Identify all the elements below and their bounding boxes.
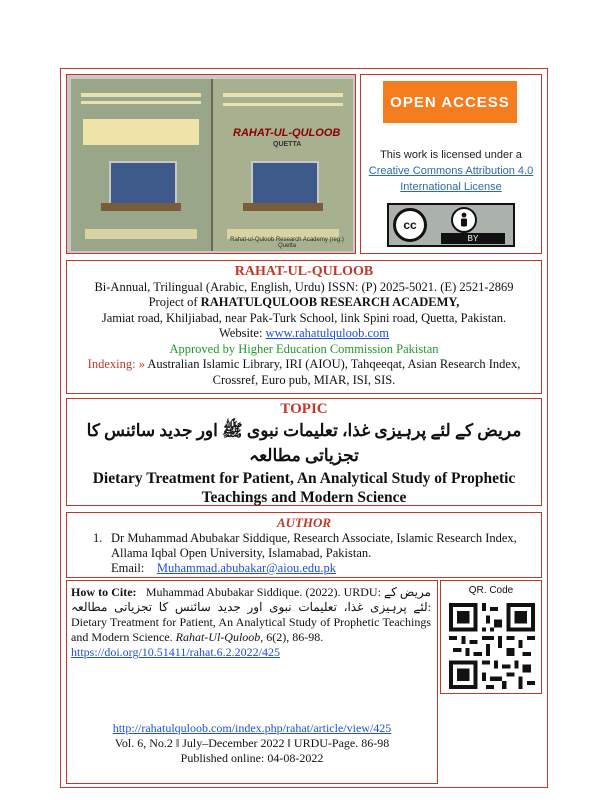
journal-website: Website: www.rahatulquloob.com (218, 326, 390, 340)
journal-indexing: Indexing: » Australian Islamic Library, IRI (AIOU), Tahqeeqat, Asian Research Index, Crossref, Euro pub, MIAR, ISI, SIS. (87, 357, 521, 387)
citation-body: Muhammad Abubakar Siddique. (2022). URDU: مریض کے لئے پرہیزی غذا، تعلیمات نبوی اور جدید سائنس کا تجزیاتی مطالعہ: Dietary Treatment for Patient, An Analytical Study of Prophetic Teachings and Modern Science. (71, 585, 431, 644)
article-url-link[interactable]: http://rahatulquloob.com/index.php/rahat/article/view/425 (112, 721, 392, 735)
journal-address: Jamiat road, Khiljiabad, near Pak-Turk School, link Spini road, Quetta, Pakistan. (101, 310, 507, 325)
citation-journal: Rahat-Ul-Quloob (175, 630, 261, 644)
topic-heading: TOPIC (280, 401, 328, 417)
topic-box (66, 398, 542, 506)
english-title: Dietary Treatment for Patient, An Analytical Study of Prophetic Teachings and Modern Science (92, 470, 516, 506)
citation-footer (67, 721, 437, 766)
website-link[interactable]: www.rahatulquloob.com (265, 326, 390, 340)
published-date: Published online: 04-08-2022 (180, 751, 324, 765)
author-email-link[interactable]: Muhammad.abubakar@aiou.edu.pk (156, 561, 336, 575)
cc-icon: cc (393, 208, 427, 242)
qr-code-box (440, 580, 542, 694)
journal-project: Project of RAHATULQULOOB RESEARCH ACADEMY, (148, 295, 460, 309)
hec-approval: Approved by Higher Education Commission Pakistan (169, 341, 439, 356)
qr-code-icon[interactable] (449, 603, 535, 689)
cover-publisher: Rahat-ul-Quloob Research Academy (reg.) Quetta (230, 237, 344, 249)
citation-box (66, 580, 438, 784)
open-access-label: OPEN ACCESS (390, 93, 510, 111)
journal-info-box (66, 260, 542, 394)
attribution-person-icon (451, 207, 477, 233)
license-text (367, 147, 535, 195)
by-label: BY (441, 233, 505, 244)
urdu-title: مریض کے لئے پرہیزی غذا، تعلیمات نبوی ﷺ اور جدید سائنس کا تجزیاتی مطالعہ (86, 421, 522, 465)
author-entry (67, 531, 541, 576)
how-to-cite-label: How to Cite: (71, 585, 137, 599)
cover-back (71, 79, 211, 251)
author-affiliation: Dr Muhammad Abubakar Siddique, Research Associate, Islamic Research Index, Allama Iqbal Open University, Islamabad, Pakistan. (111, 531, 517, 560)
cc-by-badge[interactable] (387, 203, 515, 247)
open-access-logo[interactable] (383, 81, 517, 123)
cover-city: QUETTA (273, 141, 302, 148)
cc-license-link[interactable]: Creative Commons Attribution 4.0 International License (368, 165, 534, 193)
journal-issn: Bi-Annual, Trilingual (Arabic, English, Urdu) ISSN: (P) 2025-5021. (E) 2521-2869 (94, 279, 514, 294)
author-box (66, 512, 542, 578)
journal-name: RAHAT-UL-QULOOB (234, 264, 374, 279)
urdu-title-banner (83, 119, 199, 145)
author-email-line: Email: Muhammad.abubakar@aiou.edu.pk (111, 561, 336, 575)
journal-cover-image (66, 74, 356, 254)
doi-link[interactable]: https://doi.org/10.51411/rahat.6.2.2022/425 (71, 645, 280, 659)
license-box (360, 74, 542, 254)
cover-title: RAHAT-UL-QULOOB (233, 127, 341, 139)
author-heading: AUTHOR (276, 515, 332, 530)
citation-text: How to Cite: Muhammad Abubakar Siddique. (2022). URDU: مریض کے لئے پرہیزی غذا، تعلیمات نبوی اور جدید سائنس کا تجزیاتی مطالعہ: Dietary Treatment for Patient, An Analytical Study of Prophetic Teachings and Modern Science. Rahat-Ul-Quloob, 6(2), 86-98. https://doi.org/10.51411/rahat.6.2.2022/425 (71, 585, 431, 659)
issue-line: Vol. 6, No.2 ‖ July–December 2022 ‖ URDU-Page. 86-98 (114, 736, 390, 750)
computer-illustration-front (251, 161, 319, 205)
license-line: This work is licensed under a (380, 149, 522, 161)
cover-front (213, 79, 353, 251)
computer-illustration (109, 161, 177, 205)
author-number: 1. (93, 531, 103, 545)
qr-label: QR. Code (468, 585, 514, 596)
